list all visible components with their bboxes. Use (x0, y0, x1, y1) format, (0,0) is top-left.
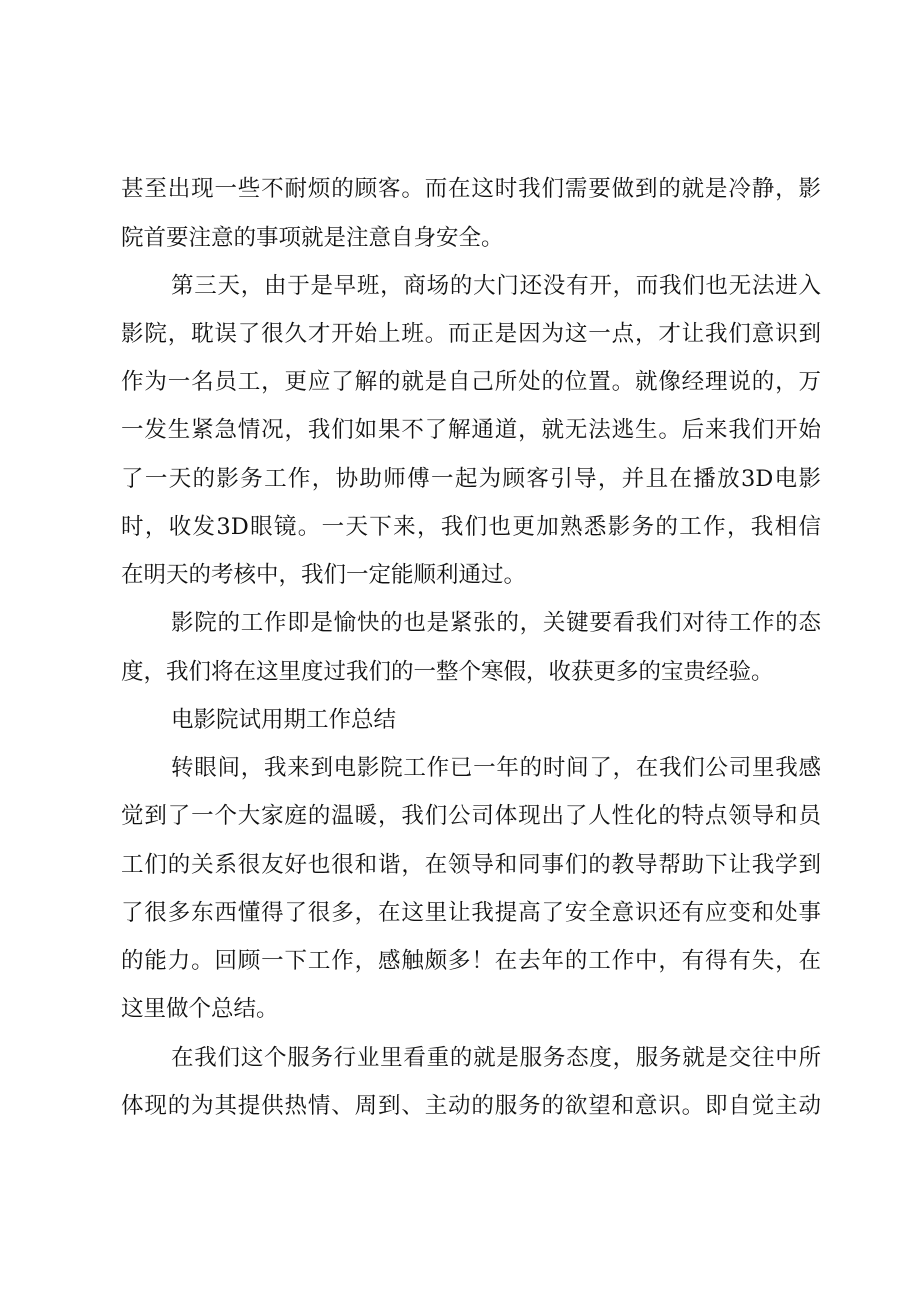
text-line: 觉到了一个大家庭的温暖，我们公司体现出了人性化的特点领导和员 (121, 803, 821, 829)
text-line: 体现的为其提供热情、周到、主动的服务的欲望和意识。即自觉主动 (121, 1093, 821, 1119)
text-line: 影院，耽误了很久才开始上班。而正是因为这一点，才让我们意识到 (121, 321, 821, 347)
text-line: 甚至出现一些不耐烦的顾客。而在这时我们需要做到的就是冷静，影 (121, 176, 821, 202)
text-line: 了很多东西懂得了很多，在这里让我提高了安全意识还有应变和处事 (121, 900, 821, 926)
text-line: 第三天，由于是早班，商场的大门还没有开，而我们也无法进入 (171, 273, 821, 299)
text-line: 工们的关系很友好也很和谐，在领导和同事们的教导帮助下让我学到 (121, 852, 821, 878)
text-line: 度，我们将在这里度过我们的一整个寒假，收获更多的宝贵经验。 (121, 659, 774, 685)
section-heading: 电影院试用期工作总结 (171, 707, 397, 733)
text-line: 作为一名员工，更应了解的就是自己所处的位置。就像经理说的，万 (121, 369, 821, 395)
text-line: 的能力。回顾一下工作，感触颇多！在去年的工作中，有得有失，在 (121, 948, 821, 974)
text-line: 影院的工作即是愉快的也是紧张的，关键要看我们对待工作的态 (171, 610, 821, 636)
text-line: 在明天的考核中，我们一定能顺利通过。 (121, 562, 527, 588)
text-line: 了一天的影务工作，协助师傅一起为顾客引导，并且在播放3D电影 (121, 466, 821, 492)
text-line: 院首要注意的事项就是注意自身安全。 (121, 225, 504, 251)
text-line: 一发生紧急情况，我们如果不了解通道，就无法逃生。后来我们开始 (121, 417, 821, 443)
text-line: 转眼间，我来到电影院工作已一年的时间了，在我们公司里我感 (171, 755, 821, 781)
text-line: 这里做个总结。 (121, 996, 279, 1022)
text-line: 在我们这个服务行业里看重的就是服务态度，服务就是交往中所 (171, 1045, 821, 1071)
text-line: 时，收发3D眼镜。一天下来，我们也更加熟悉影务的工作，我相信 (121, 514, 821, 540)
